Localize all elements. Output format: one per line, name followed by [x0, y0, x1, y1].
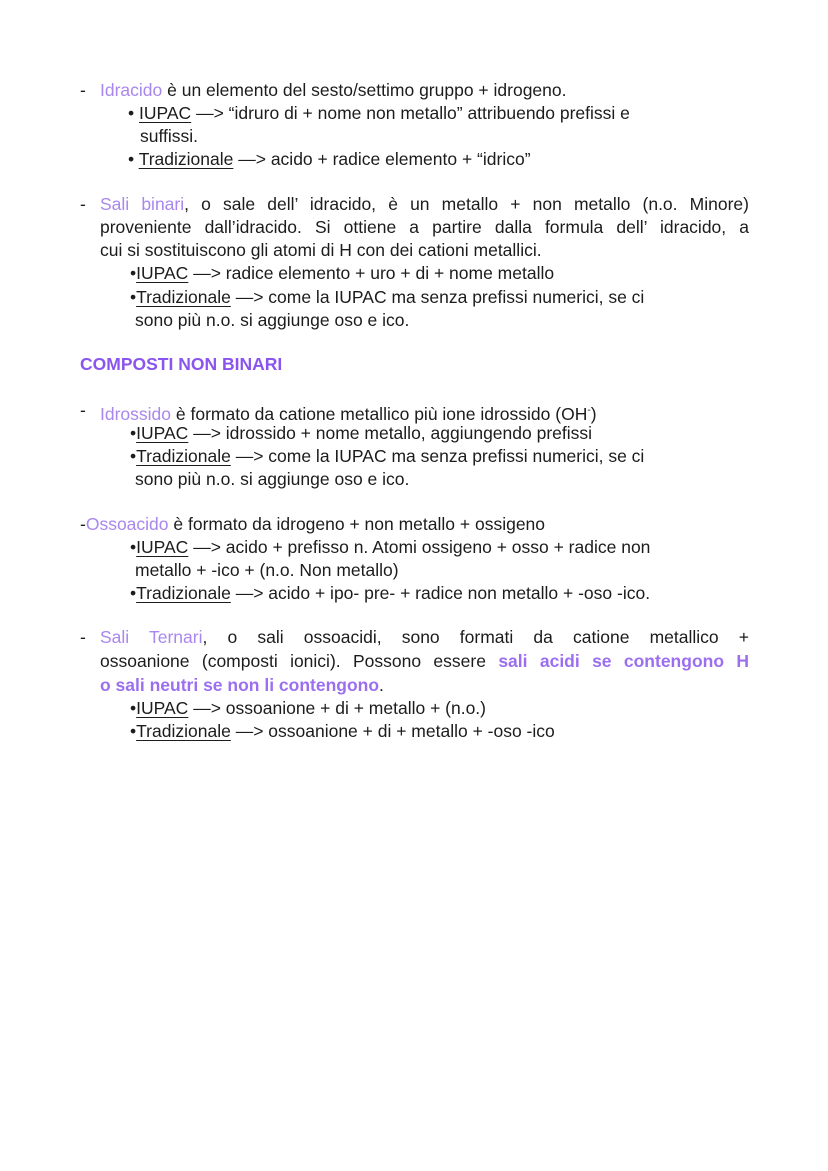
section-heading: COMPOSTI NON BINARI — [80, 354, 283, 374]
term-sali-ternari: Sali Ternari — [100, 627, 203, 647]
ossoacido-tradizionale: •Tradizionale —> acido + ipo- pre- + radice non metallo + -oso -ico. — [130, 583, 651, 603]
sali-ternari-line3: o sali neutri se non li contengono. — [100, 675, 384, 695]
ossoacido-definition: -Ossoacido è formato da idrogeno + non metallo + ossigeno — [80, 514, 546, 534]
ossoacido-iupac: •IUPAC —> acido + prefisso n. Atomi ossigeno + osso + radice non — [130, 537, 651, 557]
sali-binari-tradizionale-cont: sono più n.o. si aggiunge oso e ico. — [135, 310, 410, 330]
idrossido-tradizionale-cont: sono più n.o. si aggiunge oso e ico. — [135, 469, 410, 489]
sali-binari-line2: proveniente dall’idracido. Si ottiene a partire dalla formula dell’ idracido, a — [100, 217, 749, 237]
list-dash: - — [80, 80, 86, 100]
highlight-sali-neutri: o sali neutri se non li contengono — [100, 675, 380, 695]
term-idracido: Idracido — [100, 80, 163, 100]
idracido-tradizionale: • Tradizionale —> acido + radice elemento + “idrico” — [128, 149, 531, 169]
sali-binari-tradizionale: •Tradizionale —> come la IUPAC ma senza prefissi numerici, se ci — [130, 287, 645, 307]
term-idrossido: Idrossido — [100, 403, 172, 424]
idracido-iupac: • IUPAC —> “idruro di + nome non metallo” attribuendo prefissi e — [128, 103, 630, 123]
term-ossoacido: Ossoacido — [85, 514, 169, 534]
ossoacido-iupac-cont: metallo + -ico + (n.o. Non metallo) — [135, 560, 399, 580]
term-sali-binari: Sali binari — [100, 194, 185, 214]
idracido-iupac-cont: suffissi. — [140, 126, 199, 146]
sali-binari-iupac: •IUPAC —> radice elemento + uro + di + nome metallo — [130, 263, 555, 283]
list-dash: - — [80, 400, 86, 420]
sali-ternari-line2: ossoanione (composti ionici). Possono essere sali acidi se contengono H — [100, 651, 749, 671]
sali-ternari-tradizionale: •Tradizionale —> ossoanione + di + metallo + -oso -ico — [130, 721, 555, 741]
list-dash: - — [80, 194, 86, 214]
sali-ternari-line1: Sali Ternari, o sali ossoacidi, sono formati da catione metallico + — [100, 627, 750, 647]
highlight-sali-acidi: sali acidi se contengono H — [498, 651, 749, 671]
sali-binari-line3: cui si sostituiscono gli atomi di H con dei cationi metallici. — [100, 240, 542, 260]
idrossido-iupac: •IUPAC —> idrossido + nome metallo, aggiungendo prefissi — [130, 423, 593, 443]
list-dash: - — [80, 627, 86, 647]
sali-ternari-iupac: •IUPAC —> ossoanione + di + metallo + (n.o.) — [130, 698, 486, 718]
sali-binari-line1: Sali binari, o sale dell’ idracido, è un metallo + non metallo (n.o. Minore) — [100, 194, 749, 214]
idracido-definition: Idracido è un elemento del sesto/settimo gruppo + idrogeno. — [100, 80, 567, 100]
idrossido-definition: Idrossido è formato da catione metallico più ione idrossido (OH-) — [100, 403, 597, 424]
idrossido-tradizionale: •Tradizionale —> come la IUPAC ma senza prefissi numerici, se ci — [130, 446, 645, 466]
